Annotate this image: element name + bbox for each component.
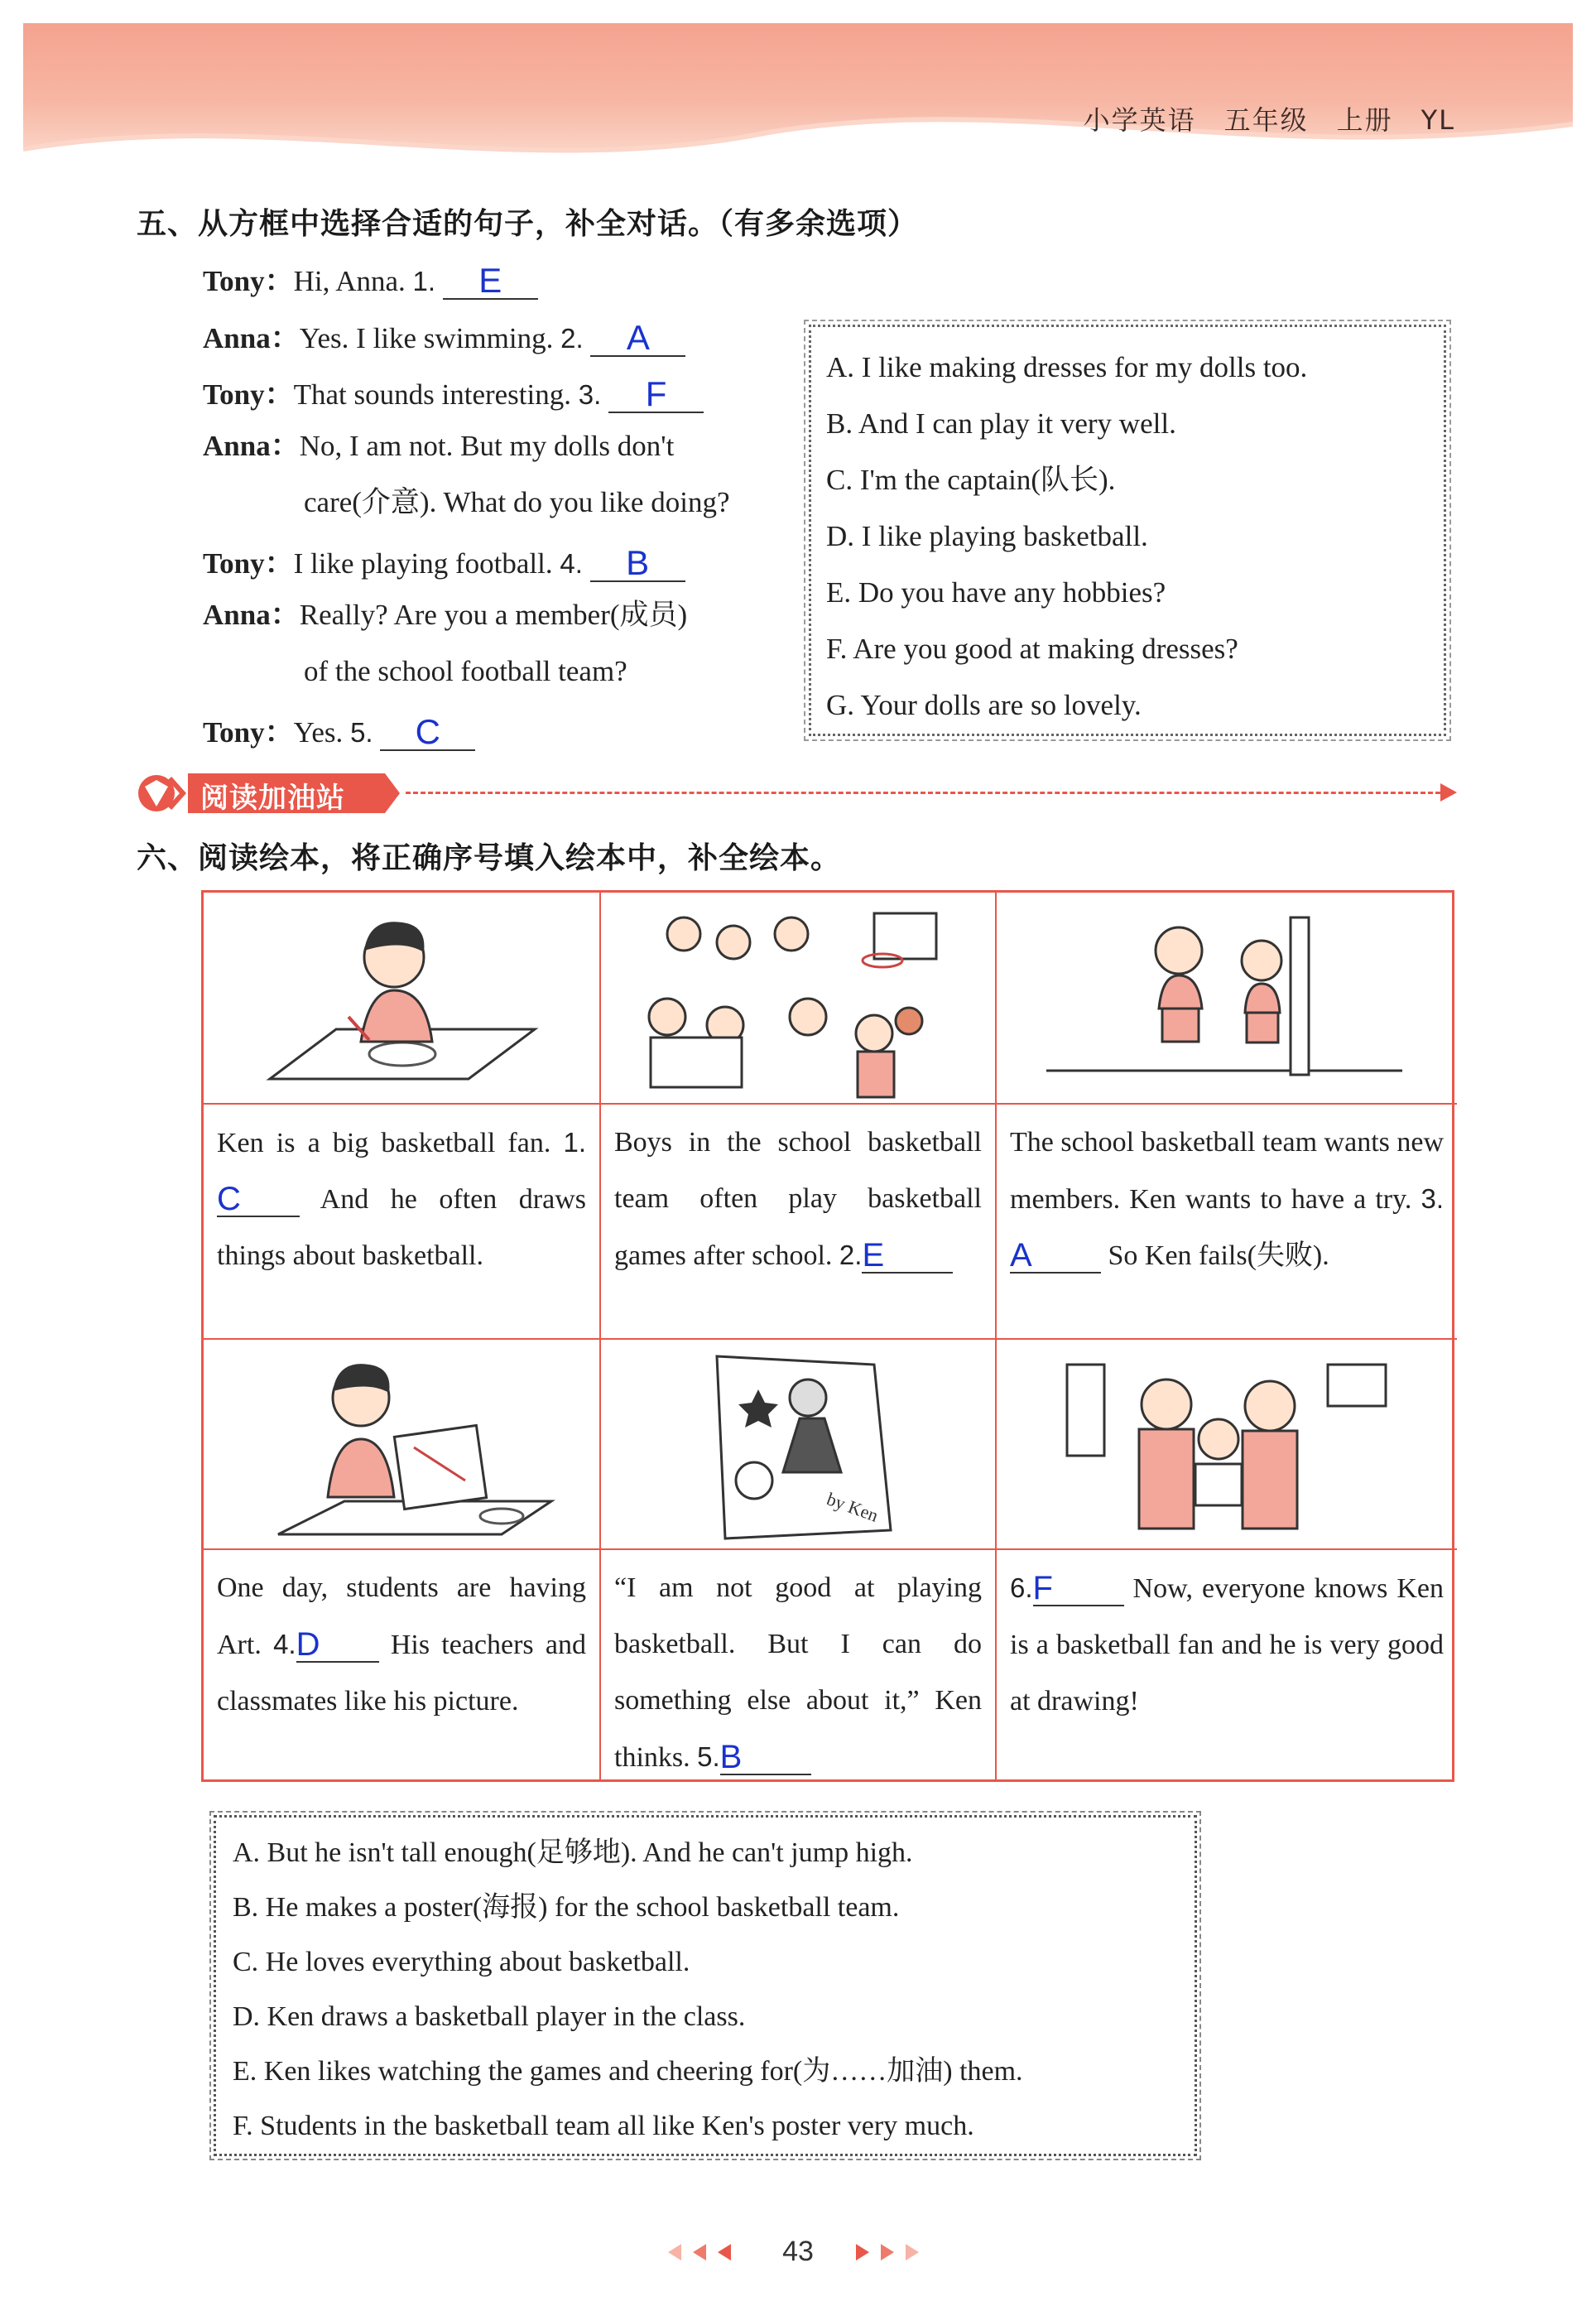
- picture-boys-cheering: [601, 893, 997, 1105]
- panel-text: Boys in the school basketball team often play basketball games after school.: [614, 1127, 982, 1271]
- question-number: 2.: [560, 323, 584, 354]
- reading-banner-label: 阅读加油站: [200, 782, 345, 815]
- question-number: 1.: [412, 266, 436, 296]
- panel-text: And he often draws things about basketball.: [217, 1184, 586, 1271]
- answer-blank-1[interactable]: E: [443, 263, 538, 300]
- panel-1-text: [204, 1105, 601, 1340]
- dialog-text: Yes. I like swimming.: [299, 322, 561, 354]
- dialog-text: care(介意). What do you like doing?: [304, 486, 730, 518]
- panel-answer-blank-4[interactable]: D: [296, 1628, 379, 1663]
- panel-text: So Ken fails(失败).: [1101, 1240, 1329, 1271]
- option-d: D. I like playing basketball.: [826, 520, 1148, 552]
- dialog-text: I like playing football.: [293, 547, 560, 580]
- dialog-text: Hi, Anna.: [293, 265, 413, 297]
- boys-cheering-illustration: [601, 893, 995, 1103]
- question-number: 5.: [350, 717, 373, 748]
- question-number: 5.: [697, 1741, 720, 1772]
- picture-two-boys-hoop: [997, 893, 1457, 1105]
- poster-signature: by Ken: [824, 1488, 882, 1526]
- panel-answer-blank-2[interactable]: E: [862, 1239, 953, 1274]
- header-edition: YL: [1421, 104, 1455, 136]
- question-number: 6.: [1010, 1572, 1033, 1603]
- panel-text: “I am not good at playing basketball. But I can do something else about it,” Ken thinks.: [614, 1572, 982, 1773]
- page-number: 43: [782, 2236, 814, 2267]
- header-label: [1055, 99, 1455, 137]
- picture-poster: [601, 1340, 997, 1550]
- answer-blank-2[interactable]: A: [590, 320, 685, 357]
- question-number: 1.: [563, 1127, 586, 1158]
- boy-drawing-illustration: [204, 893, 598, 1103]
- panel-2-text: [601, 1105, 997, 1340]
- dialog-line-4: Anna：No, I am not. But my dolls don't: [203, 430, 675, 462]
- banner-arrow-icon: [1439, 782, 1459, 803]
- panel-answer-blank-6[interactable]: F: [1033, 1572, 1124, 1606]
- option-a: A. I like making dresses for my dolls too.: [826, 351, 1308, 383]
- boy-poster-illustration: [204, 1340, 598, 1548]
- speaker: Anna: [203, 430, 271, 462]
- dialog-line-1: Tony：Hi, Anna. 1. E: [203, 262, 538, 298]
- dialog-line-5: [304, 488, 729, 517]
- picture-boy-drawing-poster: [204, 1340, 601, 1550]
- panel-answer-blank-1[interactable]: C: [217, 1182, 300, 1217]
- banner-dashed-line: [406, 792, 1440, 794]
- panel-answer-blank-3[interactable]: A: [1010, 1239, 1101, 1274]
- option-e: E. Ken likes watching the games and cheering for(为……加油) them.: [233, 2056, 1023, 2087]
- option-a: A. But he isn't tall enough(足够地). And he can't jump high.: [233, 1837, 913, 1868]
- dialog-text: Yes.: [293, 716, 351, 749]
- section6-title: 六、阅读绘本，将正确序号填入绘本中，补全绘本。: [137, 841, 842, 875]
- option-c: C. He loves everything about basketball.: [233, 1947, 690, 1977]
- option-b: B. And I can play it very well.: [826, 407, 1176, 440]
- poster-illustration: [601, 1340, 995, 1548]
- dialog-line-9: Tony：Yes. 5. C: [203, 713, 475, 749]
- question-number: 4.: [560, 548, 583, 579]
- question-number: 2.: [839, 1240, 863, 1270]
- answer-blank-3[interactable]: F: [608, 377, 704, 413]
- picture-boys-with-poster: [997, 1340, 1457, 1550]
- dialog-line-3: Tony：That sounds interesting. 3. F: [203, 375, 704, 412]
- option-f: F. Are you good at making dresses?: [826, 633, 1238, 665]
- speaker: Tony: [203, 547, 265, 580]
- panel-5-text: [601, 1550, 997, 1779]
- two-boys-hoop-illustration: [997, 893, 1454, 1103]
- panel-text: Ken is a big basketball fan.: [217, 1128, 564, 1158]
- section6-options-box: [214, 1815, 1197, 2156]
- option-b: B. He makes a poster(海报) for the school basketball team.: [233, 1892, 900, 1923]
- question-number: 3.: [578, 379, 602, 410]
- answer-blank-5[interactable]: C: [380, 715, 475, 751]
- dialog-text: That sounds interesting.: [293, 378, 579, 411]
- panel-text: One day, students are having Art.: [217, 1572, 586, 1660]
- section5-title: 五、从方框中选择合适的句子，补全对话。（有多余选项）: [137, 207, 919, 241]
- dialog-text: of the school football team?: [304, 655, 627, 687]
- header-subject: 小学英语: [1083, 104, 1196, 136]
- panel-answer-blank-5[interactable]: B: [720, 1741, 811, 1775]
- dialog-line-6: Tony：I like playing football. 4. B: [203, 544, 685, 580]
- panel-6-text: [997, 1550, 1457, 1779]
- dialog-text: No, I am not. But my dolls don't: [299, 430, 675, 462]
- section5-options-box: [809, 325, 1446, 736]
- panel-3-text: [997, 1105, 1457, 1340]
- option-e: E. Do you have any hobbies?: [826, 576, 1166, 609]
- header-volume: 上册: [1336, 104, 1393, 136]
- panel-text: Now, everyone knows Ken is a basketball fan and he is very good at drawing!: [1010, 1573, 1444, 1717]
- panel-text: His teachers and classmates like his picture.: [217, 1630, 586, 1717]
- option-g: G. Your dolls are so lovely.: [826, 689, 1142, 721]
- question-number: 3.: [1421, 1183, 1444, 1214]
- speaker: Anna: [203, 322, 271, 354]
- page-arrows-right-icon: [846, 2242, 921, 2262]
- header-grade: 五年级: [1223, 104, 1309, 136]
- panel-text: The school basketball team wants new members. Ken wants to have a try.: [1010, 1127, 1445, 1215]
- dialog-line-2: Anna：Yes. I like swimming. 2. A: [203, 319, 685, 355]
- speaker: Tony: [203, 716, 265, 749]
- speaker: Tony: [203, 265, 265, 297]
- dialog-line-8: [304, 657, 627, 686]
- speaker: Tony: [203, 378, 265, 411]
- question-number: 4.: [273, 1629, 296, 1659]
- panel-4-text: [204, 1550, 601, 1779]
- picture-book-grid: [201, 890, 1454, 1782]
- dialog-text: Really? Are you a member(成员): [299, 599, 688, 631]
- dialog-line-7: Anna：Really? Are you a member(成员): [203, 599, 688, 631]
- speaker: Anna: [203, 599, 271, 631]
- boys-poster-illustration: [997, 1340, 1454, 1548]
- option-f: F. Students in the basketball team all like Ken's poster very much.: [233, 2111, 974, 2141]
- option-d: D. Ken draws a basketball player in the class.: [233, 2001, 746, 2032]
- answer-blank-4[interactable]: B: [590, 546, 685, 582]
- picture-boy-drawing: [204, 893, 601, 1105]
- option-c: C. I'm the captain(队长).: [826, 464, 1116, 496]
